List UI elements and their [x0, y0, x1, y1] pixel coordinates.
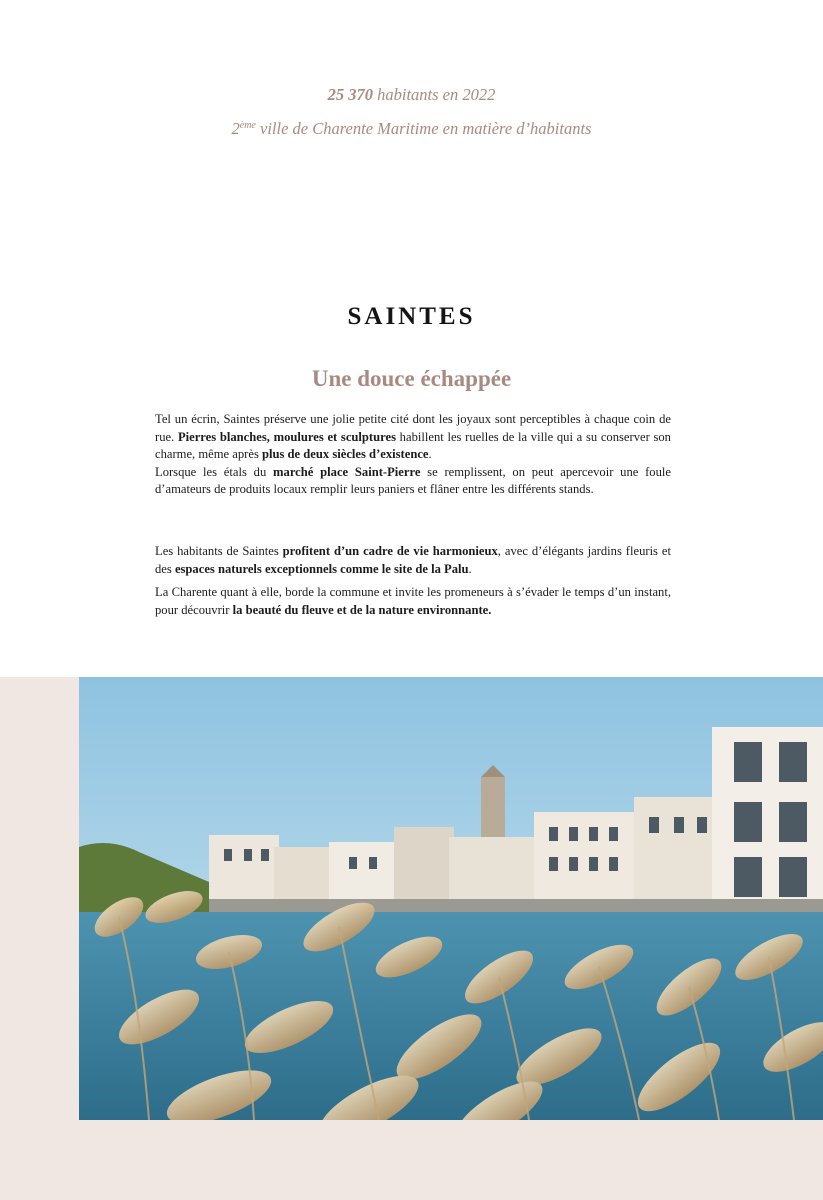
river-town-photo — [79, 677, 823, 1120]
rank-number: 2 — [231, 119, 240, 138]
paragraph-river — [155, 584, 671, 619]
bold-span: plus de deux siècles d’existence — [262, 447, 429, 461]
rank-suffix: ème — [239, 120, 256, 131]
rank-label: ville de Charente Maritime en matière d’habitants — [255, 119, 592, 138]
population-label: habitants en 2022 — [373, 85, 496, 104]
text-span: Les habitants de Saintes — [155, 544, 283, 558]
text-span: . — [468, 561, 472, 576]
bold-span: Pierres blanches, moulures et sculptures — [177, 429, 396, 444]
text-span: , avec d’élégants jardins fleuris et des — [155, 544, 671, 576]
population-line — [0, 78, 823, 112]
text-span: Lorsque les étals du — [155, 464, 274, 479]
text-span: se remplissent, on peut apercevoir une foule d’amateurs de produits locaux remplir leurs paniers et flâner entre les différents stands. — [155, 464, 671, 496]
paragraph-market — [155, 464, 671, 499]
church-tower — [481, 777, 505, 837]
text-span: Tel un écrin, Saintes préserve une jolie petite cité dont les joyaux sont perceptibles à chaque coin de rue. — [155, 412, 671, 444]
bold-span: profitent d’un cadre de vie harmonieux — [282, 544, 498, 558]
intro-paragraph — [155, 411, 671, 499]
bold-span: espaces naturels exceptionnels comme le site de la Palu — [174, 561, 469, 576]
page-title: SAINTES — [347, 303, 476, 330]
photo-illustration — [79, 677, 823, 1120]
bold-span: marché place Saint-Pierre — [273, 464, 421, 479]
population-stats — [0, 78, 823, 146]
population-number: 25 370 — [327, 85, 373, 104]
nature-paragraph — [155, 543, 671, 619]
text-span: habillent les ruelles de la ville qui a su conserver son charme, même après — [155, 429, 671, 461]
text-span: La Charente quant à elle, borde la commune et invite les promeneurs à s’évader le temps d’un instant, pour découvrir — [155, 585, 671, 617]
paragraph-living — [155, 543, 671, 578]
rank-line — [0, 112, 823, 146]
page-subtitle: Une douce échappée — [311, 366, 512, 391]
text-span: . — [428, 447, 432, 461]
bold-span: la beauté du fleuve et de la nature environnante. — [232, 602, 492, 617]
paragraph-heritage — [155, 411, 671, 464]
